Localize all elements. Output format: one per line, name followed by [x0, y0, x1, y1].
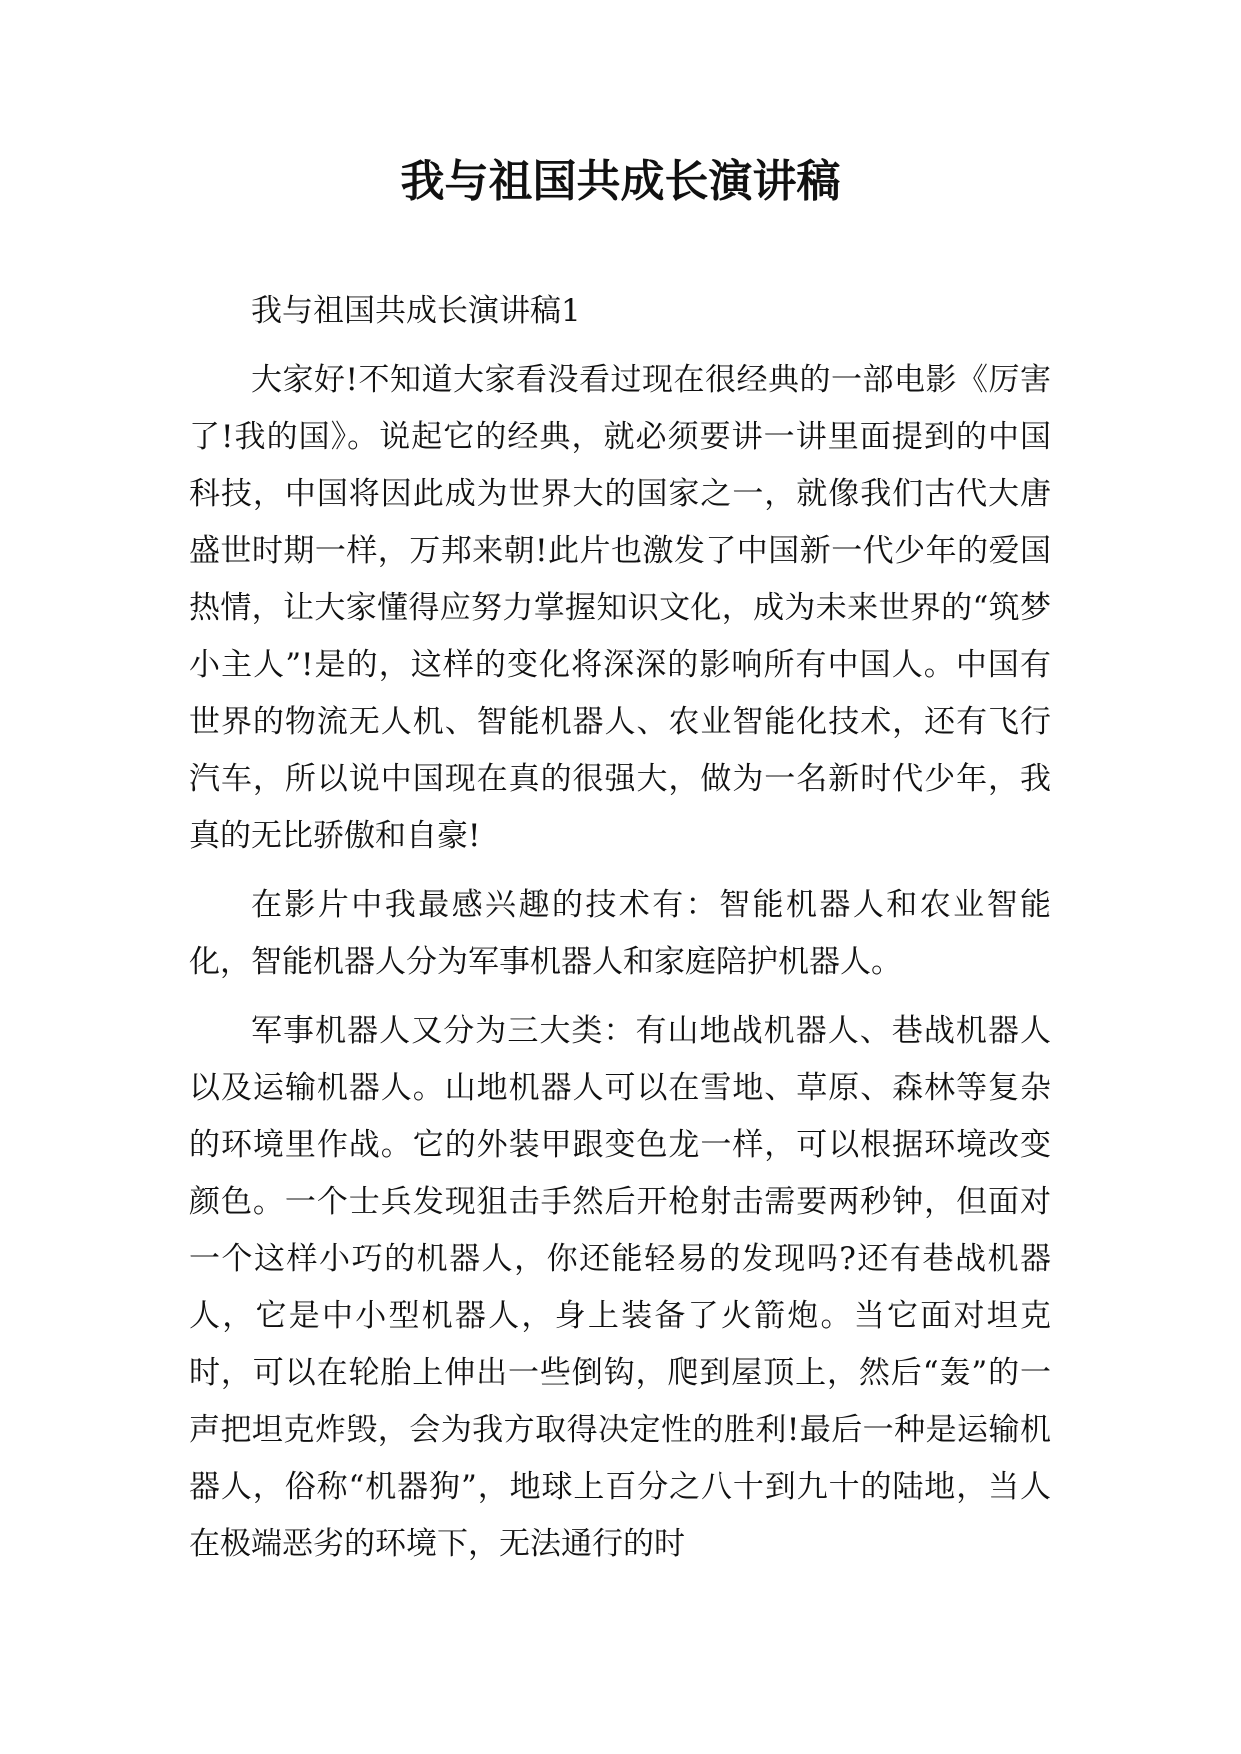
paragraph-3: 军事机器人又分为三大类：有山地战机器人、巷战机器人以及运输机器人。山地机器人可以在雪地、草原、森林等复杂的环境里作战。它的外装甲跟变色龙一样，可以根据环境改变颜色。一个士兵发现狙击手然后开枪射击需要两秒钟，但面对一个这样小巧的机器人，你还能轻易的发现吗?还有巷战机器人，它是中小型机器人，身上装备了火箭炮。当它面对坦克时，可以在轮胎上伸出一些倒钩，爬到屋顶上，然后“轰”的一声把坦克炸毁，会为我方取得决定性的胜利!最后一种是运输机器人，俗称“机器狗”，地球上百分之八十到九十的陆地，当人在极端恶劣的环境下，无法通行的时 [189, 1013, 1051, 1562]
document-body [189, 283, 1051, 1573]
paragraph-1: 大家好!不知道大家看没看过现在很经典的一部电影《厉害了!我的国》。说起它的经典，就必须要讲一讲里面提到的中国科技，中国将因此成为世界大的国家之一，就像我们古代大唐盛世时期一样，万邦来朝!此片也激发了中国新一代少年的爱国热情，让大家懂得应努力掌握知识文化，成为未来世界的“筑梦小主人”!是的，这样的变化将深深的影响所有中国人。中国有世界的物流无人机、智能机器人、农业智能化技术，还有飞行汽车，所以说中国现在真的很强大，做为一名新时代少年，我真的无比骄傲和自豪! [189, 362, 1051, 854]
section-heading: 我与祖国共成长演讲稿1 [251, 293, 581, 329]
paragraph-2: 在影片中我最感兴趣的技术有：智能机器人和农业智能化，智能机器人分为军事机器人和家庭陪护机器人。 [189, 887, 1051, 980]
document-title: 我与祖国共成长演讲稿 [400, 156, 841, 207]
